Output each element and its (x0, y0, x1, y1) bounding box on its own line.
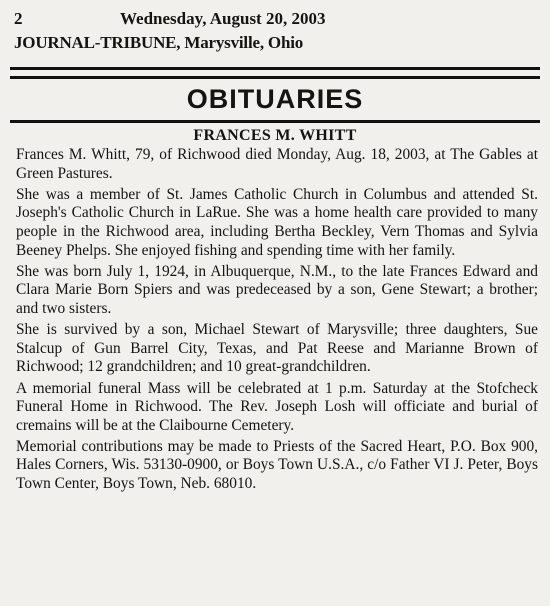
section-divider (10, 120, 540, 123)
issue-date: Wednesday, August 20, 2003 (120, 9, 326, 28)
header-divider-bottom (10, 76, 540, 79)
obituary-paragraph: She is survived by a son, Michael Stewart of Marysville; three daughters, Sue Stalcup of Gun Barrel City, Texas, and Pat Reese and Marianne Brown of Richwood; 12 grandchildren; and 10 great-grandchildren. (16, 321, 538, 376)
publication-name: JOURNAL-TRIBUNE, Marysville, Ohio (14, 33, 304, 52)
obituary-paragraph: Frances M. Whitt, 79, of Richwood died Monday, Aug. 18, 2003, at The Gables at Green Pastures. (16, 146, 538, 182)
obituary-paragraph: She was born July 1, 1924, in Albuquerque, N.M., to the late Frances Edward and Clara Marie Born Spiers and was predeceased by a son, Gene Stewart; a brother; and two sisters. (16, 262, 538, 317)
obituary-paragraph: A memorial funeral Mass will be celebrated at 1 p.m. Saturday at the Stofcheck Funeral Home in Richwood. The Rev. Joseph Losh will officiate and burial of cremains will be at the Claibourne Cemetery. (16, 379, 538, 434)
section-title: OBITUARIES (186, 84, 364, 114)
page-number: 2 (14, 9, 23, 28)
obituary-paragraph: Memorial contributions may be made to Priests of the Sacred Heart, P.O. Box 900, Hales Corners, Wis. 53130-0900, or Boys Town U.S.A., c/o Father VI J. Peter, Boys Town Center, Boys Town, Neb. 68010. (16, 437, 538, 493)
obituary-paragraph: She was a member of St. James Catholic Church in Columbus and attended St. Joseph's Catholic Church in LaRue. She was a home health care provided to many people in the Richwood area, including Bertha Beckley, Vern Thomas and Sylvia Beeney Phelps. She enjoyed fishing and spending time with her family. (16, 185, 538, 259)
obituary-name: FRANCES M. WHITT (193, 127, 357, 144)
page-header (14, 6, 539, 58)
header-divider-top (10, 67, 540, 70)
obituary-body (16, 146, 538, 496)
